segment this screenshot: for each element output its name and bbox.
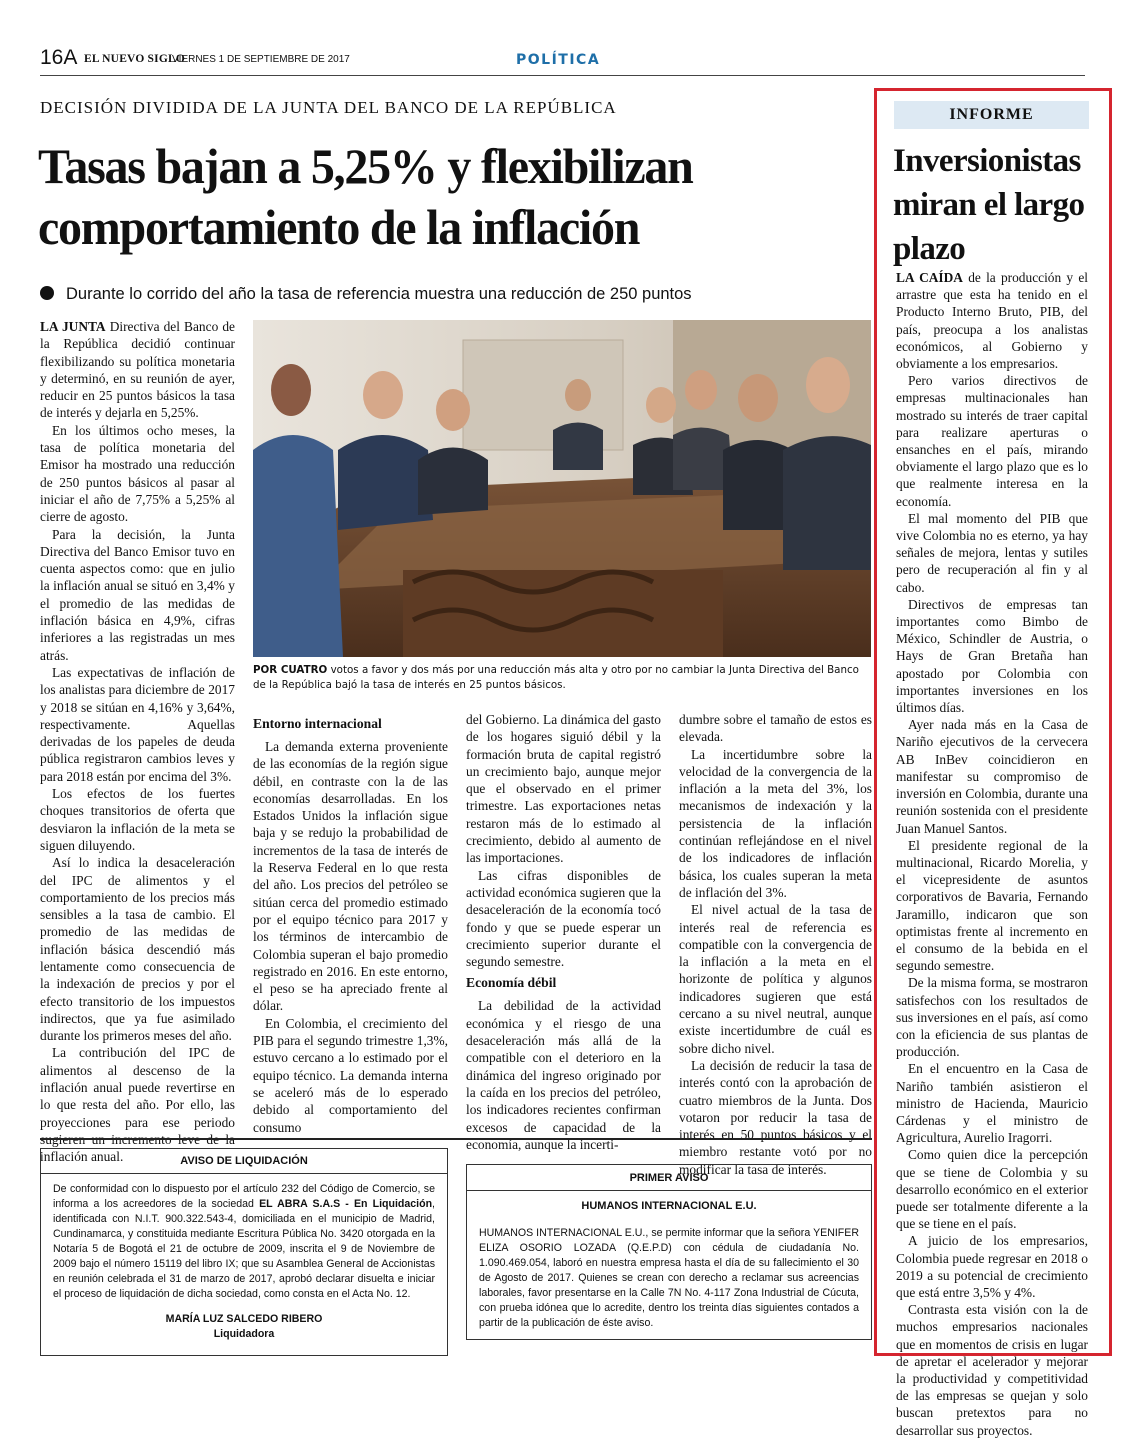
paragraph: A juicio de los empresarios, Colombia puede regresar en 2018 o 2019 a su potencial de crecimiento que está entre 3,5% y 4%.: [896, 1233, 1088, 1300]
paragraph: Como quien dice la percepción que se tiene de Colombia y su desarrollo económico en el exterior puede ser totalmente diferente a la que se tiene en el país.: [896, 1147, 1088, 1232]
ads-divider: [40, 1138, 872, 1140]
paragraph: Directivos de empresas tan importantes como Bimbo de México, Schindler de Austria, o Hays de Gran Bretaña han apostado por Colombia con importantes inversiones en los últimos días.: [896, 596, 1088, 716]
notice-title: AVISO DE LIQUIDACIÓN: [180, 1155, 308, 1167]
masthead: [40, 46, 1085, 76]
article-column-3: [466, 711, 661, 1152]
notice-title-rule: [41, 1173, 447, 1174]
paragraph: LA CAÍDA de la producción y el arrastre que esta ha tenido en el Producto Interno Bruto, PIB, del país, preocupa a los analistas económicos, al Gobierno y obviamente a los empresarios.: [896, 270, 1088, 372]
article-column-2: [253, 711, 448, 1135]
informe-sidebar: [874, 88, 1112, 1438]
paragraph: Las expectativas de inflación de los analistas para diciembre de 2017 y 2018 se sitúan en 4,16% y 3,64%, respectivamente. Aquellas derivadas de los papeles de deuda pública registraron cambios leves y para 2018 están por encima del 3%.: [40, 664, 235, 784]
article-column-4: [679, 711, 872, 1177]
paragraph: La incertidumbre sobre la velocidad de la convergencia de la inflación a la meta del 3%, los mecanismos de indexación y la persistencia de la inflación continúan reflejándose en el nivel de los indicadores de inflación básica, los cuales superan la meta de inflación del 3%.: [679, 746, 872, 900]
photo-caption: [253, 663, 871, 693]
sidebar-body: [896, 269, 1088, 1439]
paragraph: El nivel actual de la tasa de interés real de referencia es compatible con la convergencia de la inflación a la meta en el horizonte de política y algunos indicadores sugieren que está cercano a su nivel neutral, aunque existe incertidumbre de cuál es sobre dicho nivel.: [679, 902, 872, 1056]
paragraph: Las cifras disponibles de actividad económica sugieren que la desaceleración de la economía tocó fondo y que se puede esperar un crecimiento superior durante el segundo semestre.: [466, 867, 661, 970]
notice-title: PRIMER AVISO: [629, 1172, 709, 1184]
notice-body: De conformidad con lo dispuesto por el artículo 232 del Código de Comercio, se informa a los acreedores de la sociedad EL ABRA S.A.S - En Liquidación, identificada con N.I.T. 900.322.543-4, domiciliada en el municipio de Madrid, Cundinamarca, y constituida mediante Escritura Pública No. 3420 otorgada en la Notaría 5 de Bogotá el 21 de octubre de 2009, inscrita el 9 de Noviembre de 2009 bajo el número 15119 del libro IX; que su Asamblea General de Accionistas en reunión celebrada el 31 de marzo de 2017, aprobó declarar disuelta e iniciar el proceso de liquidación de dicha sociedad, como consta en el Acta No. 12.: [53, 1183, 435, 1300]
caption-text: votos a favor y dos más por una reducción más alta y otro por no cambiar la Junta Directiva del Banco de la República bajó la tasa de interés en 25 puntos básicos.: [253, 664, 859, 691]
paragraph: En los últimos ocho meses, la tasa de política monetaria del Emisor ha mostrado una reducción de 250 puntos básicos al pasar al iniciar el año de 7,75% a 5,25% al cierre de agosto.: [40, 422, 235, 525]
paragraph: del Gobierno. La dinámica del gasto de los hogares siguió débil y la formación bruta de capital registró un crecimiento bajo, aunque mejor que el observado en el primer trimestre. Las exportaciones netas restaron más de lo estimado al crecimiento, debido al aumento de las importaciones.: [466, 712, 661, 866]
paragraph: En el encuentro en la Casa de Nariño también asistieron el ministro de Hacienda, Mauricio Cárdenas y el ministro de Agricultura, Aurelio Iragorri.: [896, 1061, 1088, 1146]
paragraph: Para la decisión, la Junta Directiva del Banco Emisor tuvo en cuenta aspectos como: que en julio la inflación anual se situó en 3,4% y el promedio de las medidas de inflación básica en 4,9%, cifras inferiores a las registradas un mes atrás.: [40, 526, 235, 663]
deck-text: Durante lo corrido del año la tasa de referencia muestra una reducción de 250 puntos: [66, 285, 692, 303]
first-notice: [466, 1164, 872, 1340]
paragraph: La contribución del IPC de alimentos al descenso de la inflación anual puede revertirse en lo que resta del año. Por ello, las proyecciones para ese periodo sugieren un incremento leve de la inflación anual.: [40, 1045, 235, 1165]
lead-in: LA JUNTA: [40, 319, 106, 334]
signer-role: Liquidadora: [213, 1328, 275, 1340]
article-kicker: DECISIÓN DIVIDIDA DE LA JUNTA DEL BANCO DE LA REPÚBLICA: [40, 98, 617, 117]
company-name: EL ABRA S.A.S - En Liquidación: [259, 1198, 433, 1210]
notice-title-rule: [467, 1190, 871, 1191]
board-meeting-photo: [253, 320, 871, 657]
paragraph: dumbre sobre el tamaño de estos es elevada.: [679, 712, 872, 745]
liquidation-notice: [40, 1148, 448, 1356]
paragraph: El presidente regional de la multinacional, Ricardo Morelia, y el vicepresidente de asuntos corporativos de Bavaria, Fernando Jaramillo, indicaron que son optimistas frente al incremento en el consumo de la bebida en el segundo semestre.: [896, 837, 1088, 974]
bullet-icon: [40, 286, 54, 300]
photo-illustration: [253, 320, 871, 657]
sidebar-label: INFORME: [894, 101, 1089, 129]
paragraph: Pero varios directivos de empresas multinacionales han mostrado su interés de traer capital para realizare aperturas o ensanches en el país, mirando obviamente el largo plazo que es lo que realmente interesa en la economía.: [896, 373, 1088, 509]
page-number: 16A: [40, 46, 78, 69]
paragraph: Así lo indica la desaceleración del IPC de alimentos y el comportamiento de los precios más sensibles a la tasa de cambio. El promedio de las medidas de inflación básica descendió más lentamente como consecuencia de la indexación de precios y por el efecto transitorio de los impuestos indirectos, que ya fue asimilado durante los primeros meses del año.: [40, 855, 235, 1044]
publication-date: VIERNES 1 DE SEPTIEMBRE DE 2017: [172, 54, 350, 65]
paragraph: De la misma forma, se mostraron satisfechos con los resultados de sus inversiones en el país, así como con la eficiencia de sus plantas de producción.: [896, 975, 1088, 1060]
paragraph: La decisión de reducir la tasa de interés contó con la aprobación de cuatro miembros de la Junta. Dos votaron por reducir la tasa de interés en 50 puntos básicos y el miembro restante votó por no modificar la tasa de interés.: [679, 1057, 872, 1177]
paragraph: La demanda externa proveniente de las economías de la región sigue débil, en contraste con la de las economías desarrolladas. En los Estados Unidos la inflación sigue baja y se redujo la probabilidad de incrementos de la tasa de interés de la Reserva Federal en lo que resta del año. Los precios del petróleo se sitúan cerca del promedio estimado por el equipo técnico para 2017 y los términos de intercambio de Colombia superan el bajo promedio registrado en 2016. En este entorno, el peso se ha apreciado frente al dólar.: [253, 739, 448, 1014]
article-column-1: [40, 318, 235, 1165]
paragraph: Contrasta esta visión con la de muchos empresarios nacionales que en momentos de crisis en lugar de apretar el acelerador y mejorar la productividad y competitividad de las empresas se quejan y solo buscan pretextos para no desarrollar sus proyectos.: [896, 1302, 1088, 1438]
lead-in: LA CAÍDA: [896, 270, 963, 285]
paragraph: En Colombia, el crecimiento del PIB para el segundo trimestre 1,3%, estuvo cercano a lo estimado por el equipo técnico. La demanda interna se aceleró más de lo esperado debido al comportamiento del consumo: [253, 1015, 448, 1135]
article-deck: [40, 285, 830, 304]
company-name: HUMANOS INTERNACIONAL E.U.: [581, 1200, 757, 1212]
paragraph: El mal momento del PIB que vive Colombia no es eterno, ya hay señales de mejora, lentas y sutiles pero de recuperación al fin y al cabo.: [896, 510, 1088, 595]
subheading: Economía débil: [466, 975, 557, 991]
paragraph: Ayer nada más en la Casa de Nariño ejecutivos de la cervecera AB InBev coincidieron en manifestar su compromiso de inversión en Colombia, durante una reunión sostenida con el presidente Juan Manuel Santos.: [896, 717, 1088, 836]
section-label: POLÍTICA: [516, 52, 601, 68]
newspaper-name: EL NUEVO SIGLO: [84, 53, 185, 65]
signer-name: MARÍA LUZ SALCEDO RIBERO: [165, 1313, 323, 1325]
paragraph: Los efectos de los fuertes choques transitorios de oferta que desviaron la inflación de la meta se siguen diluyendo.: [40, 786, 235, 853]
notice-body: HUMANOS INTERNACIONAL E.U., se permite informar que la señora YENIFER ELIZA OSORIO LOZADA (Q.E.P.D) con cédula de ciudadanía No. 1.090.469.054, laboró en nuestra empresa hasta el día de su fallecimiento el 30 de Agosto de 2017. Quienes se crean con derecho a reclamar sus acreencias laborales, favor presentarse en la Calle 7N No. 4-117 Zona Industrial de Cúcuta, con prueba idónea que lo acredite, dentro los treinta días siguientes contados a partir de la publicación de éste aviso.: [479, 1227, 859, 1329]
paragraph: La debilidad de la actividad económica y el riesgo de una desaceleración más allá de la compatible con el deterioro en la dinámica del ingreso originado por la caída en los precios del petróleo, los indicadores recientes confirman excesos de capacidad de la economía, aunque la incerti-: [466, 998, 661, 1152]
subheading: Entorno internacional: [253, 716, 382, 731]
paragraph: LA JUNTA Directiva del Banco de la República decidió continuar flexibilizando su política monetaria y determinó, en su reunión de ayer, reducir en 25 puntos básicos la tasa de interés y dejarla en 5,25%.: [40, 319, 235, 421]
caption-lead: POR CUATRO: [253, 664, 328, 676]
sidebar-title: Inversionistas miran el largo plazo: [893, 143, 1085, 267]
article-headline: Tasas bajan a 5,25% y flexibilizan comportamiento de la inflación: [38, 138, 693, 255]
